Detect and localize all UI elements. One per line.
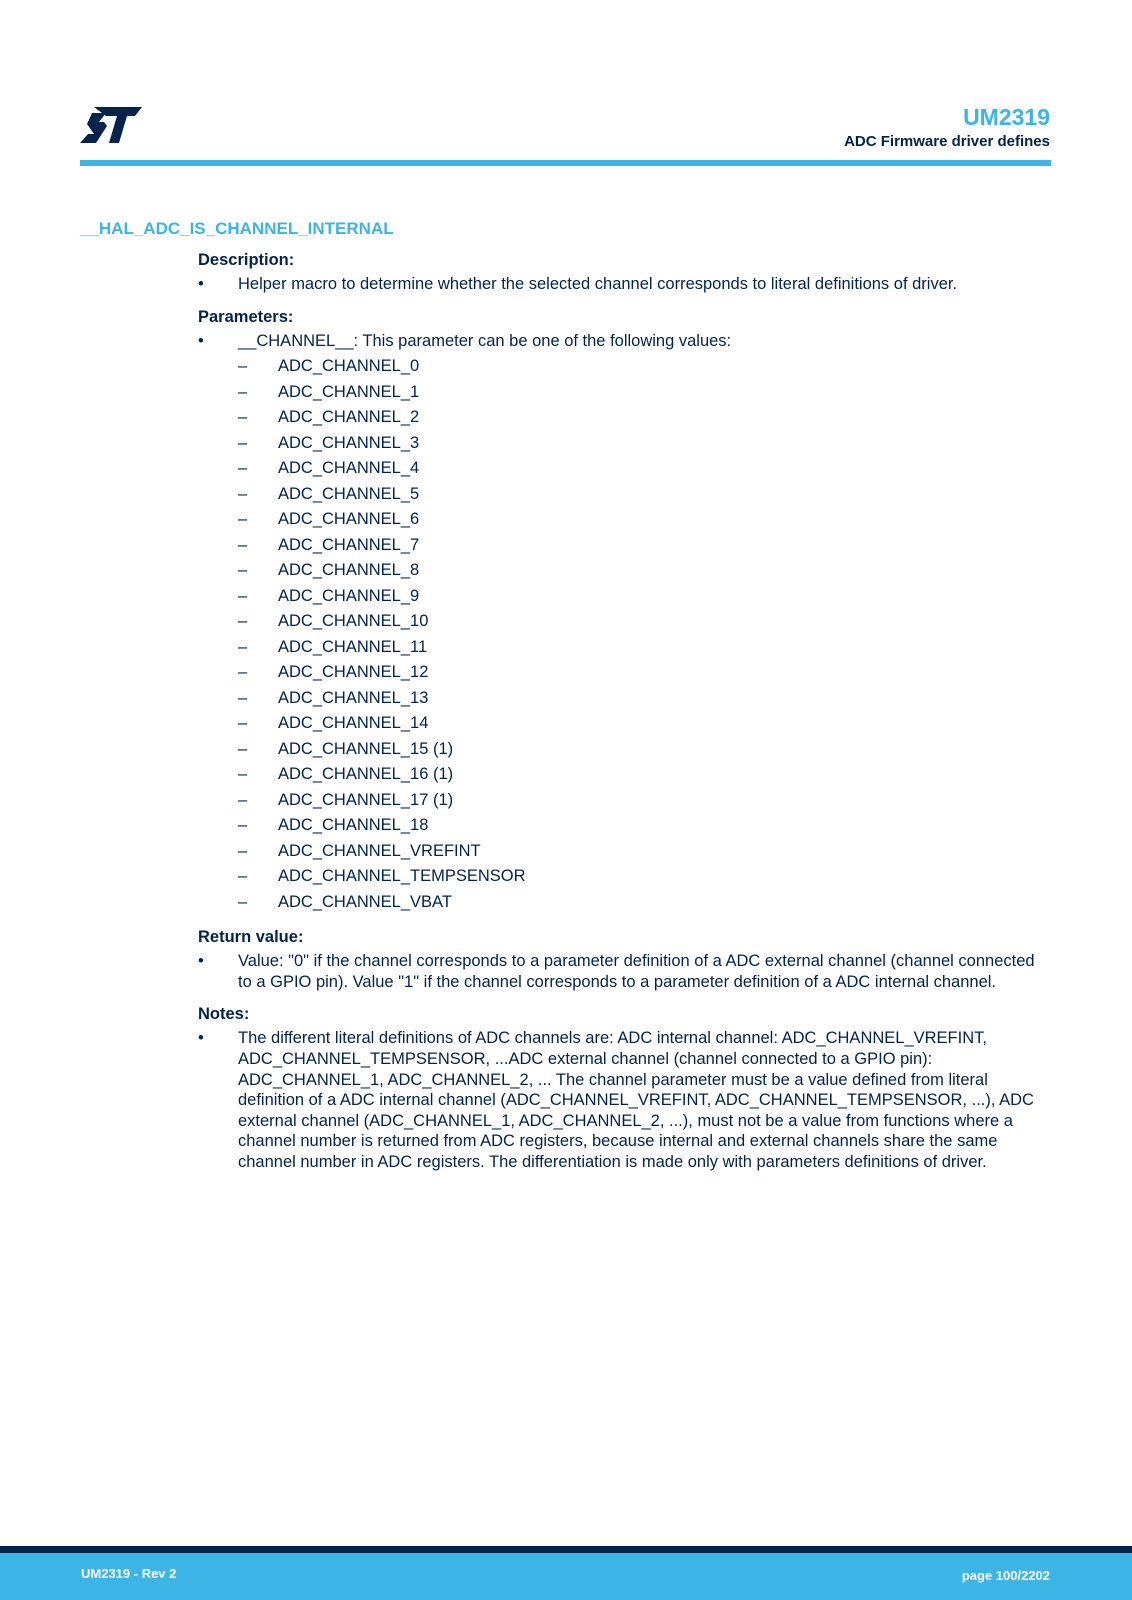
dash-icon: – [238, 663, 248, 682]
channel-value: – ADC_CHANNEL_5 [238, 482, 1050, 508]
description-text: Helper macro to determine whether the selected channel corresponds to literal definitions of driver. [238, 275, 958, 293]
dash-icon: – [238, 484, 248, 503]
description-heading: Description: [198, 251, 295, 269]
channel-value: – ADC_CHANNEL_15 (1) [238, 737, 1050, 763]
bullet-icon: • [198, 952, 204, 971]
channel-value: – ADC_CHANNEL_1 [238, 380, 1050, 406]
parameters-heading: Parameters: [198, 307, 294, 326]
notes-heading: Notes: [198, 1005, 250, 1024]
channel-value: – ADC_CHANNEL_0 [238, 354, 1050, 380]
notes-list [198, 1028, 1050, 1172]
dash-icon: – [238, 408, 248, 427]
st-logo-icon [80, 107, 142, 143]
dash-icon: – [238, 765, 248, 784]
channel-value: – ADC_CHANNEL_17 (1) [238, 788, 1050, 814]
list-item [198, 274, 1050, 295]
channel-value: – ADC_CHANNEL_10 [238, 609, 1050, 635]
return-value-text: Value: "0" if the channel corresponds to a parameter definition of a ADC external channel (channel connected to a GPIO pin). Value "1" if the channel corresponds to a parameter definition of a ADC internal channel. [238, 952, 1035, 991]
list-item [198, 1028, 1050, 1172]
list-item [198, 331, 1050, 916]
channel-value: – ADC_CHANNEL_6 [238, 507, 1050, 533]
dash-icon: – [238, 357, 248, 376]
channel-value: – ADC_CHANNEL_13 [238, 686, 1050, 712]
dash-icon: – [238, 739, 248, 758]
notes-text: The different literal definitions of ADC channels are: ADC internal channel: ADC_CHANNEL_VREFINT, ADC_CHANNEL_TEMPSENSOR, ...ADC external channel (channel connected to a GPIO pin): ADC_CHANNEL_1, ADC_CHANNEL_2, ... The channel parameter must be a value defined from literal definition of a ADC internal channel (ADC_CHANNEL_VREFINT, ADC_CHANNEL_TEMPSENSOR, ...), ADC external channel (ADC_CHANNEL_1, ADC_CHANNEL_2, ...), must not be a value from functions where a channel number is returned from ADC registers, because internal and external channels share the same channel number in ADC registers. The differentiation is made only with parameters definitions of driver. [238, 1029, 1034, 1171]
dash-icon: – [238, 586, 248, 605]
channel-value: – ADC_CHANNEL_11 [238, 635, 1050, 661]
list-item [198, 951, 1050, 992]
channel-value: – ADC_CHANNEL_TEMPSENSOR [238, 864, 1050, 890]
parameters-list [198, 331, 1050, 916]
document-id: UM2319 [963, 104, 1050, 130]
page-footer [0, 1546, 1132, 1600]
bullet-icon: • [198, 1029, 204, 1048]
dash-icon: – [238, 637, 248, 656]
return-value-heading: Return value: [198, 928, 304, 947]
bullet-icon: • [198, 275, 204, 293]
dash-icon: – [238, 612, 248, 631]
channel-value: – ADC_CHANNEL_4 [238, 456, 1050, 482]
channel-value: – ADC_CHANNEL_3 [238, 431, 1050, 457]
dash-icon: – [238, 561, 248, 580]
channel-values-list [238, 354, 1050, 915]
return-value-list [198, 951, 1050, 992]
dash-icon: – [238, 688, 248, 707]
channel-value: – ADC_CHANNEL_2 [238, 405, 1050, 431]
dash-icon: – [238, 382, 248, 401]
dash-icon: – [238, 510, 248, 529]
dash-icon: – [238, 433, 248, 452]
dash-icon: – [238, 535, 248, 554]
channel-value: – ADC_CHANNEL_7 [238, 533, 1050, 559]
macro-details [198, 248, 1050, 1183]
footer-rule [0, 1546, 1132, 1553]
dash-icon: – [238, 867, 248, 886]
dash-icon: – [238, 841, 248, 860]
dash-icon: – [238, 892, 248, 911]
channel-value: – ADC_CHANNEL_14 [238, 711, 1050, 737]
channel-value: – ADC_CHANNEL_12 [238, 660, 1050, 686]
footer-page-number: page 100/2202 [961, 1568, 1050, 1583]
parameter-text: __CHANNEL__: This parameter can be one of the following values: [238, 331, 732, 350]
channel-value: – ADC_CHANNEL_9 [238, 584, 1050, 610]
channel-value: – ADC_CHANNEL_18 [238, 813, 1050, 839]
dash-icon: – [238, 714, 248, 733]
dash-icon: – [238, 816, 248, 835]
section-title: ADC Firmware driver defines [844, 133, 1050, 150]
channel-value: – ADC_CHANNEL_8 [238, 558, 1050, 584]
dash-icon: – [238, 790, 248, 809]
macro-name: __HAL_ADC_IS_CHANNEL_INTERNAL [80, 219, 394, 238]
footer-revision: UM2319 - Rev 2 [81, 1566, 177, 1581]
header-rule [80, 160, 1051, 166]
channel-value: – ADC_CHANNEL_VBAT [238, 890, 1050, 916]
dash-icon: – [238, 459, 248, 478]
channel-value: – ADC_CHANNEL_16 (1) [238, 762, 1050, 788]
description-list [198, 274, 1050, 295]
channel-value: – ADC_CHANNEL_VREFINT [238, 839, 1050, 865]
bullet-icon: • [198, 331, 204, 350]
